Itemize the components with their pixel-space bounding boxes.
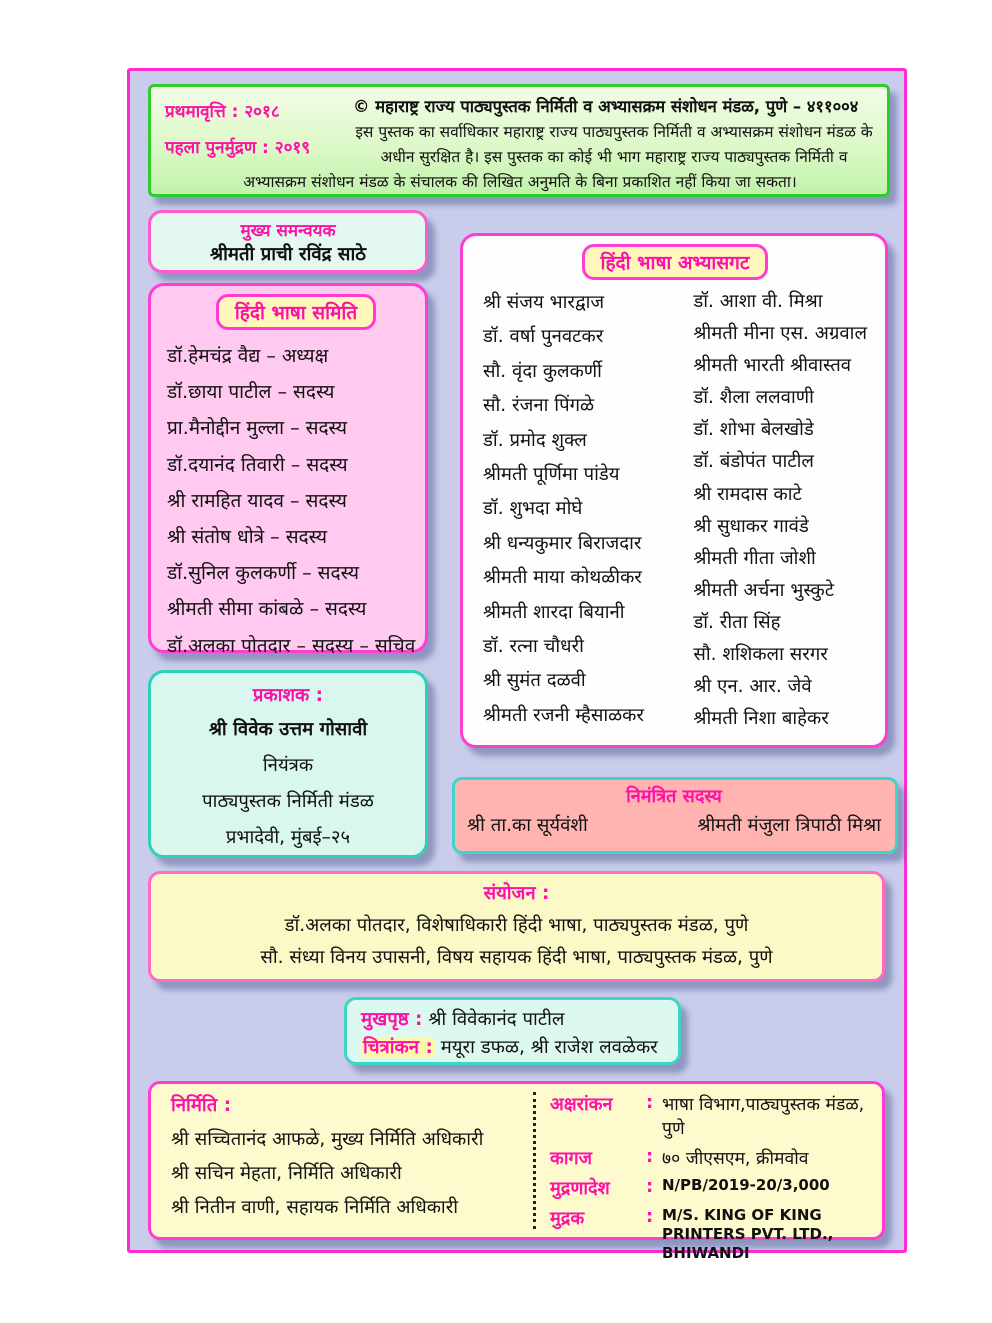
list-item: श्री संतोष धोत्रे – सदस्य bbox=[167, 526, 328, 549]
publisher-name: श्री विवेक उत्तम गोसावी bbox=[208, 719, 368, 740]
study-group-box bbox=[460, 233, 888, 748]
production-line-3: श्री नितीन वाणी, सहायक निर्मिति अधिकारी bbox=[171, 1197, 459, 1218]
publisher-address: प्रभादेवी, मुंबई–२५ bbox=[225, 827, 351, 848]
study-group-column-1 bbox=[483, 286, 644, 735]
list-item: श्री संजय भारद्वाज bbox=[483, 292, 605, 313]
list-item: श्री रामदास काटे bbox=[693, 483, 802, 505]
list-item: श्रीमती रजनी म्हैसाळकर bbox=[483, 704, 644, 726]
production-line-1: श्री सच्चितानंद आफळे, मुख्य निर्मिति अधिकारी bbox=[171, 1129, 484, 1150]
invited-members-row bbox=[467, 812, 881, 837]
list-item: डॉ.छाया पाटील – सदस्य bbox=[167, 381, 335, 404]
copyright-heading: © महाराष्ट्र राज्य पाठ्यपुस्तक निर्मिती व अभ्यासक्रम संशोधन मंडळ, पुणे – ४११००४ bbox=[353, 97, 859, 116]
production-credits bbox=[171, 1092, 533, 1229]
illustration-label: चित्रांकन : bbox=[363, 1037, 433, 1058]
colon-separator: : bbox=[646, 1146, 654, 1167]
typesetting-row bbox=[550, 1092, 872, 1140]
coordination-line-2: सौ. संध्या विनय उपासनी, विषय सहायक हिंदी भाषा, पाठ्यपुस्तक मंडळ, पुणे bbox=[260, 947, 773, 968]
paper-row bbox=[550, 1146, 872, 1170]
list-item: डॉ. आशा वी. मिश्रा bbox=[693, 291, 823, 312]
list-item: डॉ. रीता सिंह bbox=[693, 611, 781, 633]
invited-member-left: श्री ता.का सूर्यवंशी bbox=[467, 815, 588, 836]
print-order-row bbox=[550, 1176, 872, 1200]
list-item: श्री धन्यकुमार बिराजदार bbox=[483, 532, 642, 554]
printer-row bbox=[550, 1206, 872, 1262]
list-item: डॉ. शुभदा मोघे bbox=[483, 498, 583, 520]
invited-members-box bbox=[452, 777, 898, 854]
list-item: श्रीमती सीमा कांबळे – सदस्य bbox=[167, 598, 367, 621]
list-item: श्री सुधाकर गावंडे bbox=[693, 515, 809, 537]
illustration-value: मयूरा डफळ, श्री राजेश लवळेकर bbox=[434, 1037, 658, 1058]
study-group-columns bbox=[483, 286, 867, 735]
publisher-role: नियंत्रक bbox=[262, 755, 314, 776]
chief-coordinator-title: मुख्य समन्वयक bbox=[240, 221, 336, 241]
chief-coordinator-box bbox=[148, 210, 428, 273]
cover-page-value: श्री विवेकानंद पाटील bbox=[422, 1009, 565, 1030]
list-item: डॉ. वर्षा पुनवटकर bbox=[483, 326, 604, 348]
typesetting-value: भाषा विभाग,पाठ्यपुस्तक मंडळ, पुणे bbox=[662, 1095, 865, 1139]
print-details bbox=[533, 1092, 872, 1262]
list-item: श्रीमती शारदा बियानी bbox=[483, 601, 625, 623]
illustration-line bbox=[361, 1034, 678, 1062]
study-group-title: हिंदी भाषा अभ्यासगट bbox=[582, 244, 769, 280]
colon-separator: : bbox=[646, 1206, 654, 1227]
coordination-title: संयोजन : bbox=[483, 883, 550, 904]
publisher-org: पाठ्यपुस्तक निर्मिती मंडळ bbox=[202, 791, 374, 812]
invited-member-right: श्रीमती मंजुला त्रिपाठी मिश्रा bbox=[697, 815, 881, 836]
publisher-title: प्रकाशक : bbox=[252, 685, 324, 706]
copyright-notice-box bbox=[148, 84, 890, 197]
list-item: सौ. वृंदा कुलकर्णी bbox=[483, 360, 602, 382]
list-item: श्रीमती निशा बाहेकर bbox=[693, 708, 829, 730]
production-box bbox=[148, 1081, 885, 1262]
list-item: श्री रामहित यादव – सदस्य bbox=[167, 489, 347, 512]
list-item: श्रीमती भारती श्रीवास्तव bbox=[693, 355, 852, 377]
chief-coordinator-name: श्रीमती प्राची रविंद्र साठे bbox=[210, 244, 366, 265]
list-item: श्रीमती मीना एस. अग्रवाल bbox=[693, 323, 867, 345]
list-item: श्रीमती पूर्णिमा पांडेय bbox=[483, 464, 620, 486]
invited-members-title: निमंत्रित सदस्य bbox=[626, 786, 722, 807]
study-group-column-2 bbox=[693, 286, 867, 735]
cover-credits-box bbox=[344, 997, 681, 1065]
list-item: श्रीमती गीता जोशी bbox=[693, 547, 816, 569]
list-item: डॉ. प्रमोद शुक्ल bbox=[483, 429, 587, 451]
committee-title: हिंदी भाषा समिति bbox=[216, 294, 376, 330]
list-item: डॉ. शोभा बेलखोडे bbox=[693, 419, 814, 441]
typesetting-label: अक्षरांकन bbox=[550, 1094, 613, 1115]
colon-separator: : bbox=[646, 1092, 654, 1113]
paper-value: ७० जीएसएम, क्रीमवोव bbox=[662, 1149, 809, 1169]
print-order-label: मुद्रणादेश bbox=[550, 1178, 610, 1199]
printer-value: M/S. KING OF KING PRINTERS PVT. LTD., BHIWANDI bbox=[662, 1206, 834, 1262]
production-line-2: श्री सचिन मेहता, निर्मिति अधिकारी bbox=[171, 1163, 402, 1184]
print-order-value: N/PB/2019-20/3,000 bbox=[662, 1176, 830, 1194]
list-item: डॉ. रत्ना चौधरी bbox=[483, 636, 584, 658]
edition-info bbox=[165, 95, 353, 166]
coordination-line-1: डॉ.अलका पोतदार, विशेषाधिकारी हिंदी भाषा, पाठ्यपुस्तक मंडळ, पुणे bbox=[284, 915, 749, 936]
list-item: श्रीमती अर्चना भुस्कुटे bbox=[693, 579, 835, 601]
list-item: डॉ.अलका पोतदार – सदस्य – सचिव bbox=[167, 634, 416, 657]
list-item: डॉ. बंडोपंत पाटील bbox=[693, 451, 814, 473]
list-item: सौ. रंजना पिंगळे bbox=[483, 395, 595, 417]
cover-page-label: मुखपृष्ठ : bbox=[361, 1009, 423, 1030]
list-item: डॉ.दयानंद तिवारी – सदस्य bbox=[167, 453, 348, 476]
publisher-box bbox=[148, 670, 428, 858]
cover-page-line bbox=[361, 1006, 678, 1034]
list-item: प्रा.मैनोद्दीन मुल्ला – सदस्य bbox=[167, 417, 347, 440]
coordination-box bbox=[148, 871, 885, 982]
list-item: श्री सुमंत दळवी bbox=[483, 670, 586, 692]
reprint-line: पहला पुनर्मुद्रण : २०१९ bbox=[165, 137, 311, 158]
list-item: श्री एन. आर. जेवे bbox=[693, 676, 812, 698]
list-item: डॉ. शैला ललवाणी bbox=[693, 387, 814, 409]
paper-label: कागज bbox=[550, 1148, 592, 1169]
production-title: निर्मिति : bbox=[171, 1095, 232, 1116]
list-item: डॉ.हेमचंद्र वैद्य – अध्यक्ष bbox=[167, 345, 329, 367]
list-item: डॉ.सुनिल कुलकर्णी – सदस्य bbox=[167, 562, 360, 585]
printer-label: मुद्रक bbox=[550, 1208, 585, 1229]
list-item: सौ. शशिकला सरगर bbox=[693, 644, 828, 666]
committee-box bbox=[148, 283, 428, 657]
first-edition-line: प्रथमावृत्ति : २०१८ bbox=[165, 102, 280, 122]
colon-separator: : bbox=[646, 1176, 654, 1197]
list-item: श्रीमती माया कोथळीकर bbox=[483, 567, 642, 589]
copyright-body: इस पुस्तक का सर्वाधिकार महाराष्ट्र राज्य पाठ्यपुस्तक निर्मिती व अभ्यासक्रम संशोधन मंडळ के अधीन सुरक्षित है। इस पुस्तक का कोई भी भाग महाराष्ट्र राज्य पाठ्यपुस्तक निर्मिती व अभ्यासक्रम संशोधन मंडळ के संचालक की लिखित अनुमति के बिना प्रकाशित नहीं किया जा सकता। bbox=[243, 122, 873, 191]
committee-list bbox=[167, 338, 425, 664]
